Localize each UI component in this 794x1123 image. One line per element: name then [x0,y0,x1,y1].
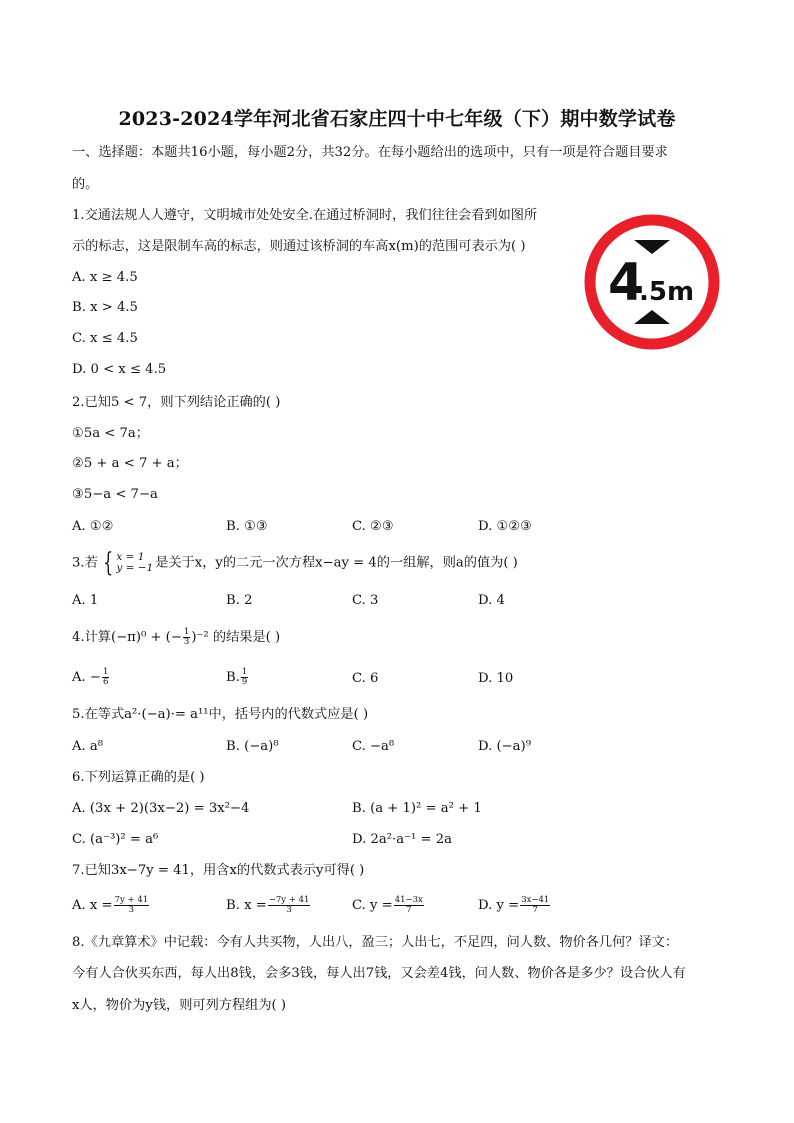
q5-option-c: C. −a⁸ [352,739,395,754]
q1-stem-line2: 示的标志，这是限制车高的标志，则通过该桥洞的车高x(m)的范围可表示为( ) [72,239,526,254]
q5-option-d: D. (−a)⁹ [478,739,531,754]
q2-item-2: ②5 + a < 7 + a； [72,456,188,471]
q5-option-a: A. a⁸ [72,739,104,754]
q7-option-a: A. x = $\frac{7y + 41}{3}$ [72,895,149,915]
q1-option-b: B. x > 4.5 [72,300,138,315]
q6-stem: 6.下列运算正确的是( ) [72,770,205,785]
q4-option-c: C. 6 [352,671,379,686]
q5-stem: 5.在等式a²·(−a)·= a¹¹中，括号内的代数式应是( ) [72,707,369,722]
q4-stem-post: )⁻² 的结果是( ) [191,630,281,645]
q3-option-d: D. 4 [478,593,505,608]
q8-stem-line2: 今有人合伙买东西，每人出8钱，会多3钱，每人出7钱，又会差4钱，问人数、物价各是多少？设合伙人有 [72,966,686,981]
q2-item-3: ③5−a < 7−a [72,487,158,502]
q7-option-d: D. y = $\frac{3x-41}{7}$ [478,895,550,915]
q2-option-d: D. ①②③ [478,519,532,534]
q4-option-d: D. 10 [478,671,514,686]
sign-number-4: 4 [608,253,645,313]
q4-option-b: B. $\frac{1}{9}$ [226,667,248,687]
q3-stem [72,550,518,576]
q1-option-c: C. x ≤ 4.5 [72,331,138,346]
q3-sys-row1: x = 1 [116,551,145,563]
section-instruction-line1: 一、选择题：本题共16小题，每小题2分，共32分。在每小题给出的选项中，只有一项是符合题目要求 [72,145,668,160]
q3-stem-pre: 3.若 [72,555,98,571]
q6-option-a: A. (3x + 2)(3x−2) = 3x²−4 [72,801,250,816]
q4-stem [72,628,280,647]
q3-stem-post: 是关于x，y的二元一次方程x−ay = 4的一组解，则a的值为( ) [155,555,518,571]
q2-stem: 2.已知5 < 7，则下列结论正确的( ) [72,395,281,410]
q2-option-c: C. ②③ [352,519,394,534]
q7-option-b: B. x = $\frac{-7y + 41}{3}$ [226,895,310,915]
q3-sys-row2: y = −1 [116,562,154,574]
q2-option-b: B. ①③ [226,519,268,534]
q3-brace: { [103,548,114,578]
exam-title: 2023-2024学年河北省石家庄四十中七年级（下）期中数学试卷 [118,108,676,130]
q6-option-d: D. 2a²·a⁻¹ = 2a [352,832,453,847]
q7-option-c: C. y = $\frac{41-3x}{7}$ [352,895,423,915]
q5-option-b: B. (−a)⁸ [226,739,279,754]
q4-fraction: $\frac{1}{3}$ [183,627,190,647]
q6-option-b: B. (a + 1)² = a² + 1 [352,801,482,816]
section-instruction-line2: 的。 [72,177,99,192]
q3-option-c: C. 3 [352,593,379,608]
height-limit-sign-icon [584,214,720,350]
q8-stem-line3: x人，物价为y钱，则可列方程组为( ) [72,998,286,1013]
sign-number-5m: .5m [639,277,695,307]
q2-item-1: ①5a < 7a； [72,426,149,441]
q3-option-b: B. 2 [226,593,253,608]
q1-stem-line1: 1.交通法规人人遵守，文明城市处处安全.在通过桥洞时，我们往往会看到如图所 [72,208,538,223]
q1-option-d: D. 0 < x ≤ 4.5 [72,362,167,377]
q3-option-a: A. 1 [72,593,99,608]
q1-option-a: A. x ≥ 4.5 [72,270,138,285]
q6-option-c: C. (a⁻³)² = a⁶ [72,832,159,847]
q7-stem: 7.已知3x−7y = 41，用含x的代数式表示y可得( ) [72,863,365,878]
q4-option-a: A. − $\frac{1}{6}$ [72,667,109,687]
q3-equation-system [100,550,153,576]
q8-stem-line1: 8.《九章算术》中记载：今有人共买物，人出八，盈三；人出七，不足四，问人数、物价各几何？译文： [72,935,679,950]
q2-option-a: A. ①② [72,519,114,534]
q4-stem-pre: 4.计算(−π)⁰ + (− [72,630,182,645]
